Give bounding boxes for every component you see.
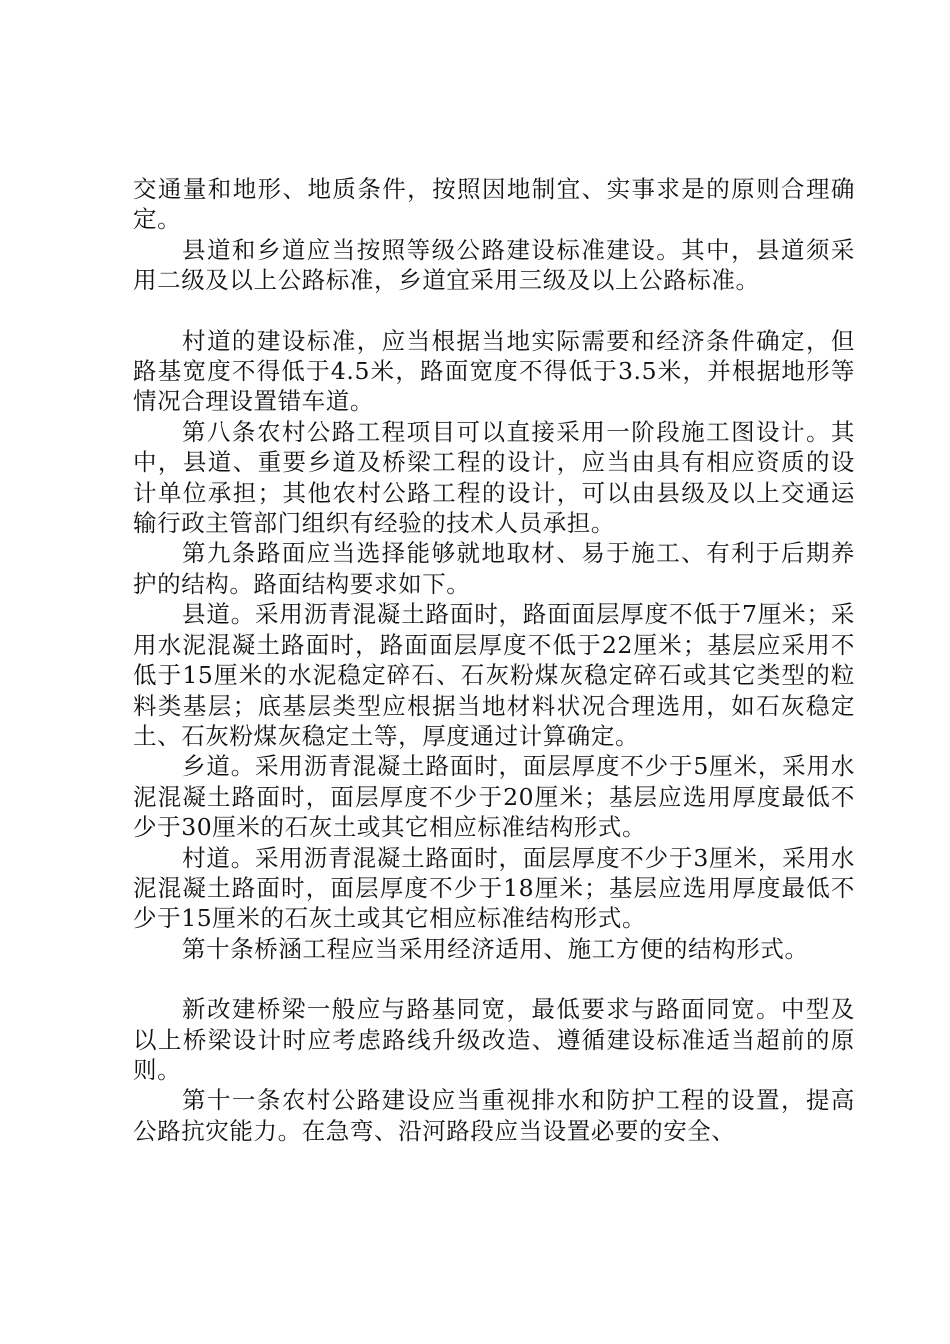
paragraph-article-9: 第九条路面应当选择能够就地取材、易于施工、有利于后期养护的结构。路面结构要求如下。 bbox=[133, 539, 855, 598]
document-body bbox=[133, 174, 855, 1146]
paragraph-village-road-standard: 村道的建设标准，应当根据当地实际需要和经济条件确定，但路基宽度不得低于4.5米，路面宽度不得低于3.5米，并根据地形等情况合理设置错车道。 bbox=[133, 326, 855, 416]
paragraph-continuation: 交通量和地形、地质条件，按照因地制宜、实事求是的原则合理确定。 bbox=[133, 175, 855, 234]
paragraph-township-road: 乡道。采用沥青混凝土路面时，面层厚度不少于5厘米，采用水泥混凝土路面时，面层厚度不少于20厘米；基层应选用厚度最低不少于30厘米的石灰土或其它相应标准结构形式。 bbox=[133, 752, 855, 842]
paragraph-road-grade-standard: 县道和乡道应当按照等级公路建设标准建设。其中，县道须采用二级及以上公路标准，乡道宜采用三级及以上公路标准。 bbox=[133, 235, 855, 295]
paragraph-article-11: 第十一条农村公路建设应当重视排水和防护工程的设置，提高公路抗灾能力。在急弯、沿河路段应当设置必要的安全、 bbox=[133, 1086, 855, 1145]
paragraph-bridge-width: 新改建桥梁一般应与路基同宽，最低要求与路面同宽。中型及以上桥梁设计时应考虑路线升级改造、遵循建设标准适当超前的原则。 bbox=[133, 995, 855, 1084]
paragraph-article-10: 第十条桥涵工程应当采用经济适用、施工方便的结构形式。 bbox=[182, 934, 809, 963]
paragraph-article-8: 第八条农村公路工程项目可以直接采用一阶段施工图设计。其中，县道、重要乡道及桥梁工程的设计，应当由具有相应资质的设计单位承担；其他农村公路工程的设计，可以由县级及以上交通运输行政主管部门组织有经验的技术人员承担。 bbox=[133, 417, 855, 538]
paragraph-county-road: 县道。采用沥青混凝土路面时，路面面层厚度不低于7厘米；采用水泥混凝土路面时，路面面层厚度不低于22厘米；基层应采用不低于15厘米的水泥稳定碎石、石灰粉煤灰稳定碎石或其它类型的粒料类基层；底基层类型应根据当地材料状况合理选用，如石灰稳定土、石灰粉煤灰稳定土等，厚度通过计算确定。 bbox=[133, 600, 855, 750]
paragraph-village-road: 村道。采用沥青混凝土路面时，面层厚度不少于3厘米，采用水泥混凝土路面时，面层厚度不少于18厘米；基层应选用厚度最低不少于15厘米的石灰土或其它相应标准结构形式。 bbox=[133, 843, 855, 933]
